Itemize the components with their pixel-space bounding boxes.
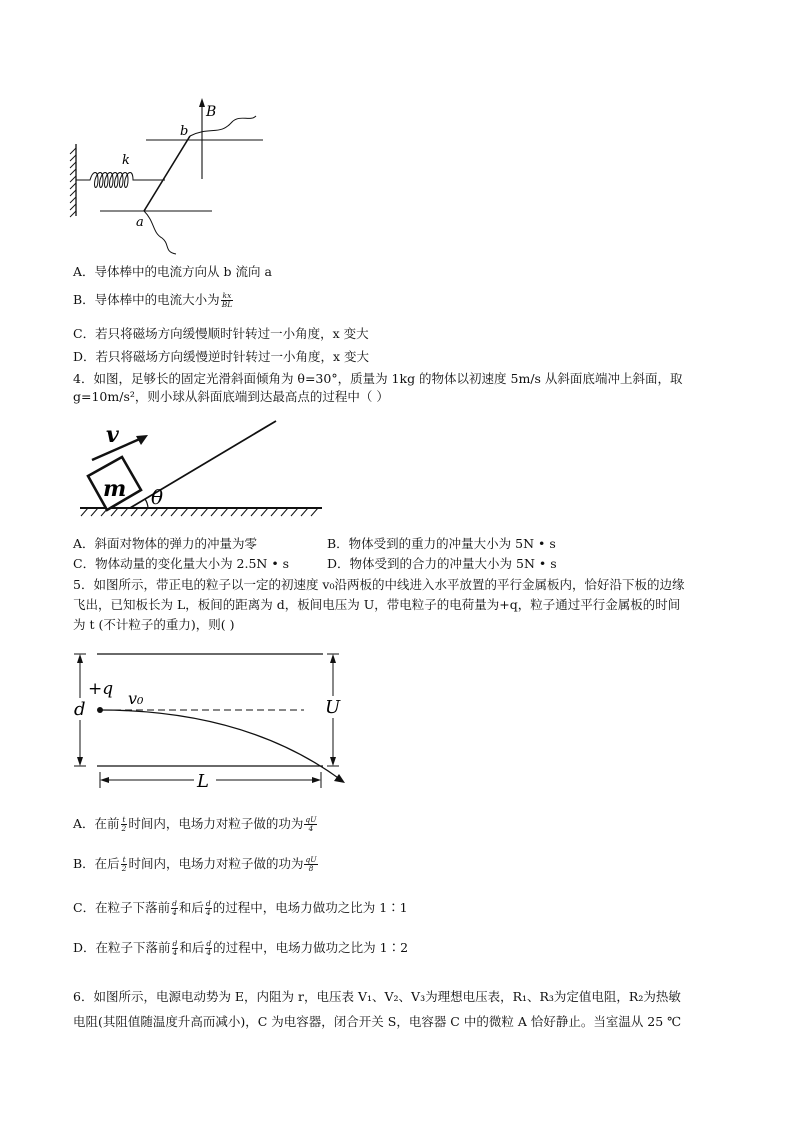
fraction: $\frac{t}{2}$ (121, 855, 127, 873)
label-m: m (103, 476, 127, 502)
q4-option-c[interactable]: C．物体动量的变化量大小为 2.5N • s (73, 556, 290, 571)
q5-stem-line2: 飞出，已知板长为 L，板间的距离为 d，板间电压为 U，带电粒子的电荷量为+q，粒子通过平行金属板的时间 (73, 597, 681, 612)
fraction: $\frac{d}{4}$ (172, 899, 177, 917)
label-k: k (122, 153, 130, 168)
q4-option-d[interactable]: D．物体受到的合力的冲量大小为 5N • s (327, 556, 557, 571)
figure-incline (70, 418, 330, 523)
fraction: $\frac{t}{2}$ (121, 815, 127, 833)
q4-stem-line2: g=10m/s²，则小球从斜面底端到达最高点的过程中（ ） (73, 389, 389, 404)
q3-option-a[interactable]: A．导体棒中的电流方向从 b 流向 a (73, 264, 272, 279)
label-q: +q (88, 679, 114, 699)
q3-option-d[interactable]: D．若只将磁场方向缓慢逆时针转过一小角度，x 变大 (73, 349, 370, 364)
q5-option-b[interactable] (73, 856, 319, 873)
fraction: $\frac{kx}{BL}$ (221, 291, 233, 309)
q5-option-d-text3: 的过程中，电场力做功之比为 1∶2 (213, 940, 409, 955)
label-v: v (106, 422, 119, 448)
label-d: d (74, 699, 86, 720)
q5-option-c-text1: C．在粒子下落前 (73, 900, 171, 915)
q6-stem-line1: 6．如图所示，电源电动势为 E，内阻为 r，电压表 V₁、V₂、V₃为理想电压表，R₁、R₃为定值电阻，R₂为热敏 (73, 989, 681, 1004)
label-a: a (136, 215, 144, 230)
q4-stem-line1: 4．如图，足够长的固定光滑斜面倾角为 θ=30°，质量为 1kg 的物体以初速度 5m/s 从斜面底端冲上斜面，取 (73, 371, 683, 386)
fraction: $\frac{d}{4}$ (206, 939, 212, 957)
fraction: $\frac{qU}{8}$ (305, 855, 317, 873)
q4-option-a[interactable]: A．斜面对物体的弹力的冲量为零 (73, 536, 258, 551)
figure-parallel-plates (66, 648, 356, 793)
q5-option-c-text2: 和后 (178, 900, 204, 915)
q5-option-a-text2: 时间内，电场力对粒子做的功为 (128, 816, 304, 831)
q5-stem-line3: 为 t (不计粒子的重力)，则( ) (73, 617, 235, 632)
q5-stem-line1: 5．如图所示，带正电的粒子以一定的初速度 v₀沿两板的中线进入水平放置的平行金属板内，恰好沿下板的边缘 (73, 577, 685, 592)
label-L: L (197, 771, 209, 792)
fraction: $\frac{d}{4}$ (205, 899, 211, 917)
q3-option-c[interactable]: C．若只将磁场方向缓慢顺时针转过一小角度，x 变大 (73, 326, 369, 341)
label-U: U (325, 697, 341, 718)
q5-option-b-text1: B．在后 (73, 856, 120, 871)
label-b: b (180, 124, 189, 139)
label-theta: θ (151, 485, 164, 509)
fraction: $\frac{qU}{4}$ (305, 815, 317, 833)
q5-option-d[interactable] (73, 940, 408, 957)
figure-magnet-rod (60, 92, 280, 262)
label-v0: v₀ (128, 689, 144, 708)
q5-option-a[interactable] (73, 816, 318, 833)
spring (76, 173, 165, 188)
q5-option-d-text1: D．在粒子下落前 (73, 940, 171, 955)
q6-stem-line2: 电阻(其阻值随温度升高而减小)，C 为电容器，闭合开关 S，电容器 C 中的微粒 A 恰好静止。当室温从 25 ℃ (73, 1014, 682, 1029)
label-B: B (206, 104, 217, 120)
q5-option-b-text2: 时间内，电场力对粒子做的功为 (128, 856, 304, 871)
q5-option-c-text3: 的过程中，电场力做功之比为 1∶1 (212, 900, 408, 915)
q4-option-b[interactable]: B．物体受到的重力的冲量大小为 5N • s (327, 536, 556, 551)
fraction: $\frac{d}{4}$ (172, 939, 178, 957)
q3-option-b[interactable] (73, 292, 234, 309)
q5-option-d-text2: 和后 (179, 940, 205, 955)
q3-option-b-text: B．导体棒中的电流大小为 (73, 292, 220, 307)
q5-option-a-text1: A．在前 (73, 816, 120, 831)
q5-option-c[interactable] (73, 900, 408, 917)
